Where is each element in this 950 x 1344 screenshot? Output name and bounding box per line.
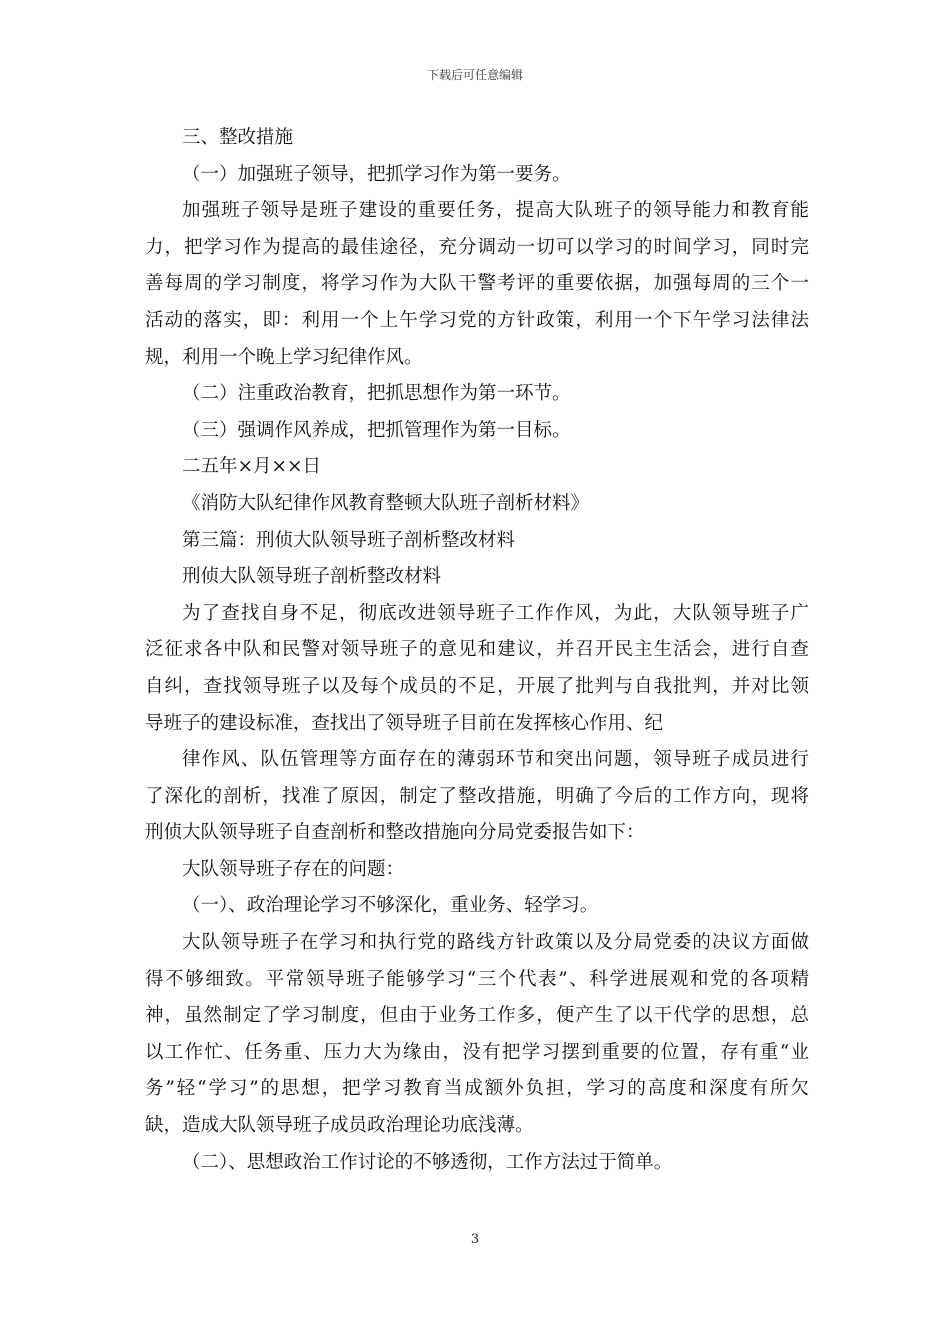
text-line: 导班子的建设标准，查找出了领导班子目前在发挥核心作用、纪 [145,712,664,734]
text-line: 加强班子领导是班子建设的重要任务，提高大队班子的领导能力和教育能 [182,200,809,222]
text-line: 大队领导班子存在的问题： [182,858,405,880]
text-line: 自纠，查找领导班子以及每个成员的不足，开展了批判与自我批判，并对比领 [145,675,809,697]
text-line: （二）注重政治教育，把抓思想作为第一环节。 [182,383,571,405]
text-line: 大队领导班子在学习和执行党的路线方针政策以及分局党委的决议方面做 [182,932,809,954]
page-header: 下载后可任意编辑 [426,68,523,82]
text-line: 刑侦大队领导班子自查剖析和整改措施向分局党委报告如下： [145,822,645,844]
text-line: （一）、政治理论学习不够深化，重业务、轻学习。 [182,895,599,917]
text-line: 缺，造成大队领导班子成员政治理论功底浅薄。 [145,1115,534,1137]
text-line: 得不够细致。平常领导班子能够学习“三个代表”、科学进展观和党的各项精 [145,968,809,990]
text-line: （三）强调作风养成，把抓管理作为第一目标。 [182,419,571,441]
text-line: 神，虽然制定了学习制度，但由于业务工作多，便产生了以干代学的思想，总 [145,1005,809,1027]
text-line: 为了查找自身不足，彻底改进领导班子工作作风，为此，大队领导班子广 [182,602,809,624]
text-line: 律作风、队伍管理等方面存在的薄弱环节和突出问题，领导班子成员进行 [182,749,809,771]
text-line: 以工作忙、任务重、压力大为缘由，没有把学习摆到重要的位置，存有重“业 [145,1041,809,1063]
text-line: 务”轻“学习”的思想，把学习教育当成额外负担，学习的高度和深度有所欠 [145,1078,809,1100]
document-body [145,120,809,1181]
text-line: 《消防大队纪律作风教育整顿大队班子剖析材料》 [182,492,590,514]
text-line: 刑侦大队领导班子剖析整改材料 [182,566,442,588]
text-line: 力，把学习作为提高的最佳途径，充分调动一切可以学习的时间学习，同时完 [145,236,809,258]
text-line: 泛征求各中队和民警对领导班子的意见和建议，并召开民主生活会，进行自查 [145,639,809,661]
text-line: 三、整改措施 [182,127,294,148]
text-line: 善每周的学习制度，将学习作为大队干警考评的重要依据，加强每周的三个一 [145,273,809,295]
text-line: 活动的落实，即：利用一个上午学习党的方针政策，利用一个下午学习法律法 [145,309,809,331]
text-line: 了深化的剖析，找准了原因，制定了整改措施，明确了今后的工作方向，现将 [145,785,809,807]
page-number: 3 [470,1232,480,1247]
text-line: （二）、思想政治工作讨论的不够透彻，工作方法过于简单。 [182,1151,673,1173]
text-line: 规，利用一个晚上学习纪律作风。 [145,346,423,368]
text-line: 二五年×月××日 [182,456,322,478]
text-line: （一）加强班子领导，把抓学习作为第一要务。 [182,163,571,185]
text-line: 第三篇：刑侦大队领导班子剖析整改材料 [182,529,516,551]
